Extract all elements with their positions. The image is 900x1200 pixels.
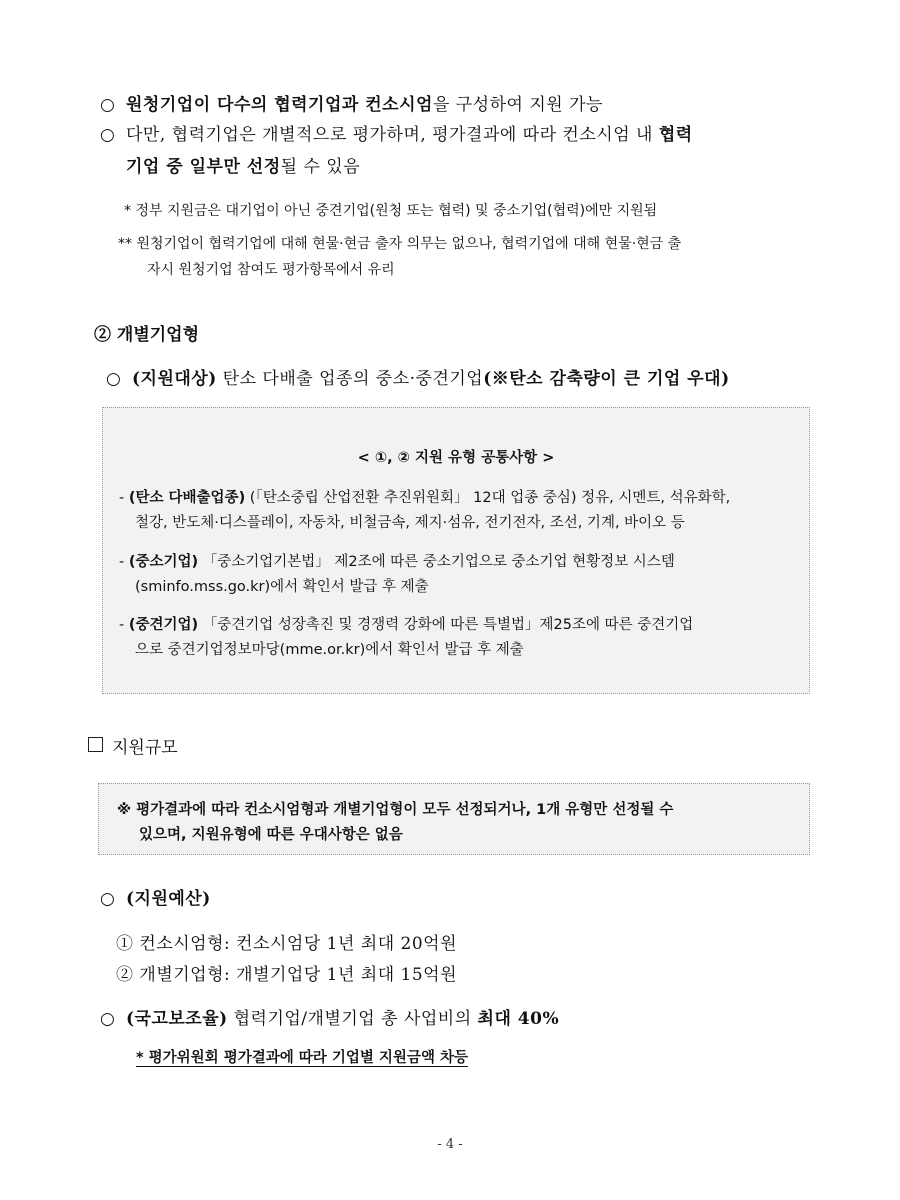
bullet-bold-text: 원청기업이 다수의 협력기업과 컨소시엄 xyxy=(126,95,433,115)
consortium-bullet-2-line-2 xyxy=(126,152,360,177)
individual-target-bullet xyxy=(106,364,730,389)
item-label: (중소기업) xyxy=(128,554,199,570)
item-text: 「중소기업기본법」 제2조에 따른 중소기업으로 중소기업 현황정보 시스템 xyxy=(198,554,675,570)
common-item-sme-line-2: (sminfo.mss.go.kr)에서 확인서 발급 후 제출 xyxy=(135,579,429,595)
ratio-bold-tail: 최대 40% xyxy=(477,1009,560,1029)
common-item-midsize-line-1 xyxy=(119,613,693,634)
item-dash: - xyxy=(119,617,125,633)
scale-notice-line-2: 있으며, 지원유형에 따른 우대사항은 없음 xyxy=(139,827,403,843)
common-item-sme-line-1 xyxy=(119,550,675,571)
target-bold-tail: (※탄소 감축량이 큰 기업 우대) xyxy=(483,369,730,389)
ratio-text: 협력기업/개별기업 총 사업비의 xyxy=(227,1009,478,1029)
ratio-label: (국고보조율) xyxy=(126,1009,228,1029)
consortium-note-2-line-1: ** 원청기업이 협력기업에 대해 현물·현금 출자 의무는 없으나, 협력기업에 대해 현물·현금 출 xyxy=(118,236,682,252)
item-label: (탄소 다배출업종) xyxy=(128,490,246,506)
individual-heading: ② 개별기업형 xyxy=(94,325,200,345)
target-label: (지원대상) xyxy=(132,369,217,389)
ratio-note: * 평가위원회 평가결과에 따라 기업별 지원금액 차등 xyxy=(136,1050,469,1066)
common-item-emission-line-1 xyxy=(119,486,730,507)
item-text: 「중견기업 성장촉진 및 경쟁력 강화에 따른 특별법」제25조에 따른 중견기업 xyxy=(198,617,694,633)
bullet-bold-text: 기업 중 일부만 선정 xyxy=(126,157,281,177)
common-item-emission-line-2: 철강, 반도체·디스플레이, 자동차, 비철금속, 제지·섬유, 전기전자, 조선, 기계, 바이오 등 xyxy=(135,515,685,531)
consortium-note-1: * 정부 지원금은 대기업이 아닌 중견기업(원청 또는 협력) 및 중소기업(협력)에만 지원됨 xyxy=(124,203,658,219)
item-label: (중견기업) xyxy=(128,617,199,633)
item-dash: - xyxy=(119,490,125,506)
bullet-marker: ○ xyxy=(100,125,116,145)
bullet-marker: ○ xyxy=(106,369,122,389)
scale-heading: 지원규모 xyxy=(112,738,178,758)
consortium-bullet-2-line-1 xyxy=(100,120,693,145)
scale-notice-box xyxy=(98,783,810,855)
item-dash: - xyxy=(119,554,125,570)
bullet-text: 다만, 협력기업은 개별적으로 평가하며, 평가결과에 따라 컨소시엄 내 xyxy=(126,125,659,145)
target-text: 탄소 다배출 업종의 중소·중견기업 xyxy=(216,369,484,389)
consortium-note-2-line-2: 자시 원청기업 참여도 평가항목에서 유리 xyxy=(147,262,395,278)
common-box-title: < ①, ② 지원 유형 공통사항 > xyxy=(357,450,555,466)
budget-item-individual: ② 개별기업형: 개별기업당 1년 최대 15억원 xyxy=(116,965,458,985)
bullet-marker: ○ xyxy=(100,889,116,909)
common-item-midsize-line-2: 으로 중견기업정보마당(mme.or.kr)에서 확인서 발급 후 제출 xyxy=(135,642,524,658)
item-text: (「탄소중립 산업전환 추진위원회」 12대 업종 중심) 정유, 시멘트, 석유화학, xyxy=(245,490,731,506)
scale-notice-line-1: ※ 평가결과에 따라 컨소시엄형과 개별기업형이 모두 선정되거나, 1개 유형만 선정될 수 xyxy=(117,802,674,818)
bullet-text: 될 수 있음 xyxy=(280,157,361,177)
page-number: - 4 - xyxy=(437,1137,463,1152)
budget-label: (지원예산) xyxy=(126,889,211,909)
bullet-text: 을 구성하여 지원 가능 xyxy=(432,95,603,115)
common-requirements-box xyxy=(102,407,810,694)
bullet-marker: ○ xyxy=(100,1009,116,1029)
ratio-bullet xyxy=(100,1004,559,1029)
bullet-bold-text: 협력 xyxy=(658,125,693,145)
section-checkbox-icon xyxy=(88,737,103,752)
consortium-bullet-1 xyxy=(100,90,603,115)
budget-item-consortium: ① 컨소시엄형: 컨소시엄당 1년 최대 20억원 xyxy=(116,934,458,954)
budget-bullet xyxy=(100,884,211,909)
bullet-marker: ○ xyxy=(100,95,116,115)
